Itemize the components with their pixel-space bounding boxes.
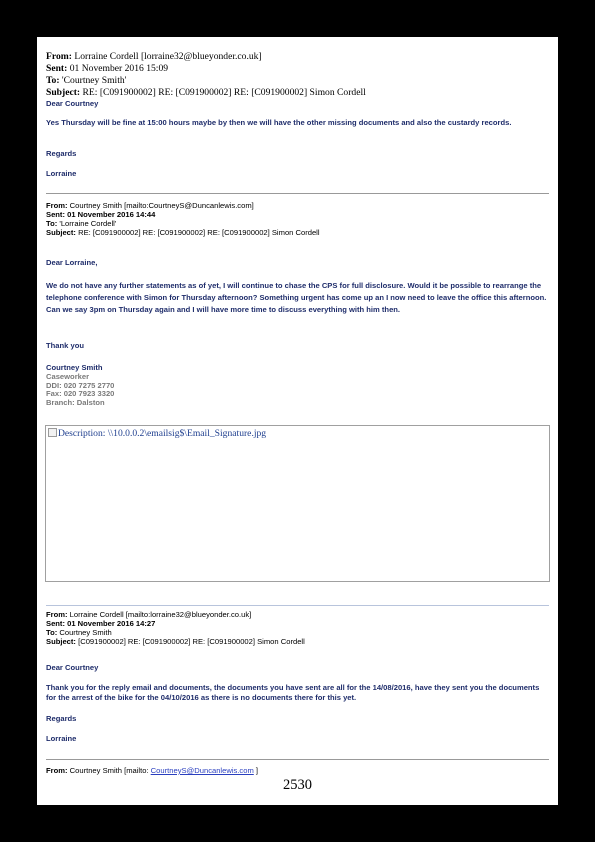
- document-page: [37, 37, 558, 805]
- email1-body: Yes Thursday will be fine at 15:00 hours maybe by then we will have the other missing documents and also the custardy records.: [46, 118, 512, 127]
- broken-image-icon: [48, 428, 57, 437]
- signature-role: Caseworker: [46, 372, 90, 381]
- page-number: 2530: [283, 777, 312, 793]
- email1-subject: Subject: RE: [C091900002] RE: [C091900002] RE: [C091900002] Simon Cordell: [46, 87, 366, 98]
- signature-ddi: DDI: 020 7275 2770: [46, 380, 115, 390]
- email1-greeting: Dear Courtney: [46, 99, 99, 108]
- email3-greeting: Dear Courtney: [46, 663, 99, 672]
- email1-sent: Sent: 01 November 2016 15:09: [46, 63, 169, 74]
- email3-subject: Subject: [C091900002] RE: [C091900002] RE: [C091900002] Simon Cordell: [46, 637, 305, 646]
- email1-from: From: Lorraine Cordell [lorraine32@blueyonder.co.uk]: [46, 51, 262, 62]
- email3-signoff: Lorraine: [46, 734, 77, 743]
- email2-greeting: Dear Lorraine,: [46, 258, 98, 267]
- email3-body: Thank you for the reply email and documents, the documents you have sent are all for the 14/08/2016, have they sent you the documents for the arrest of the bike for the 04/10/2016 as there is no documents there for this yet.: [46, 683, 540, 702]
- email2-body: We do not have any further statements as of yet, I will continue to chase the CPS for full disclosure. Would it be possible to rearrange the telephone conference with Simon for Thursday afternoon? Something urgent has come up an I now need to leave the office this afternoon. Can we say 3pm on Thursday again and I will have more time to discuss everything with him then.: [46, 281, 547, 314]
- email3-to: To: Courtney Smith: [46, 628, 112, 637]
- email2-sent: Sent: 01 November 2016 14:44: [46, 210, 156, 219]
- email3-closing: Regards: [46, 714, 77, 723]
- signature-fax: Fax: 020 7923 3320: [46, 389, 115, 398]
- email2-closing: Thank you: [46, 341, 84, 350]
- email2-subject: Subject: RE: [C091900002] RE: [C091900002] RE: [C091900002] Simon Cordell: [46, 228, 320, 237]
- email1-signoff: Lorraine: [46, 169, 77, 178]
- email2-signature: [46, 363, 549, 407]
- email1-to: To: 'Courtney Smith': [46, 75, 127, 86]
- signature-image-alt: Description: \\10.0.0.2\emailsig$\Email_Signature.jpg: [48, 428, 266, 439]
- signature-image-placeholder: [45, 425, 550, 582]
- email1-closing: Regards: [46, 149, 77, 158]
- separator-rule: [46, 759, 549, 760]
- signature-name: Courtney Smith: [46, 363, 103, 372]
- email-link[interactable]: CourtneyS@Duncanlewis.com: [150, 766, 254, 775]
- email4-from: From: Courtney Smith [mailto: CourtneyS@Duncanlewis.com ]: [46, 766, 259, 775]
- email2-header: [46, 201, 549, 237]
- email3-sent: Sent: 01 November 2016 14:27: [46, 619, 156, 628]
- email3-header: [46, 610, 549, 646]
- separator-rule: [46, 193, 549, 194]
- email2-from: From: Courtney Smith [mailto:CourtneyS@Duncanlewis.com]: [46, 201, 254, 210]
- email2-to: To: 'Lorraine Cordell': [46, 219, 117, 228]
- email3-from: From: Lorraine Cordell [mailto:lorraine32@blueyonder.co.uk]: [46, 610, 252, 619]
- signature-branch: Branch: Dalston: [46, 397, 105, 407]
- email1-header: [46, 51, 549, 99]
- separator-rule: [46, 605, 549, 606]
